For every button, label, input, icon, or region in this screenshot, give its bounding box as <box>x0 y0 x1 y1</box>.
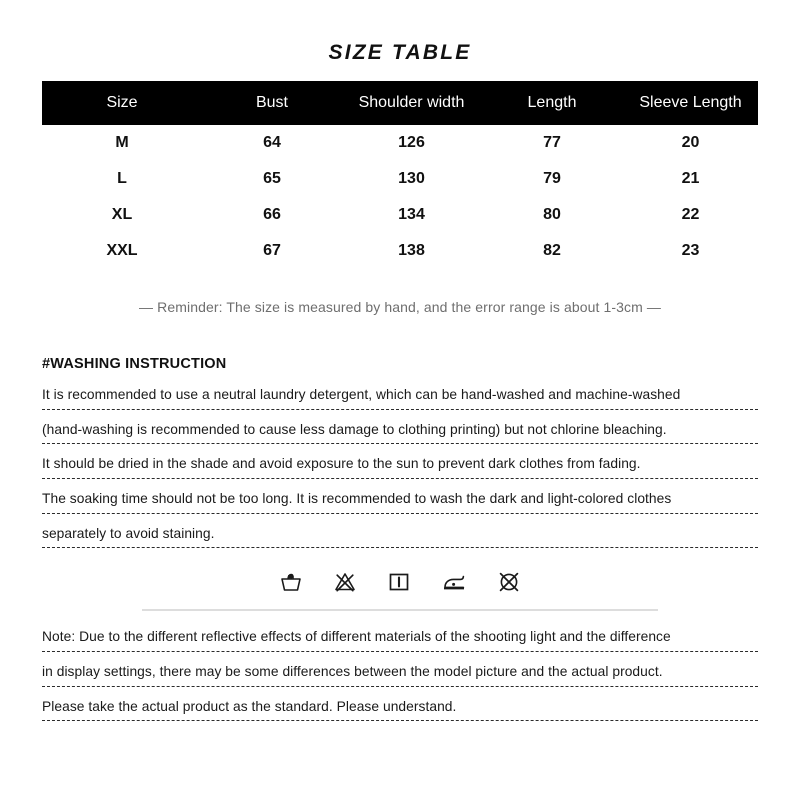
do-not-bleach-icon <box>333 570 357 594</box>
cell-size: M <box>115 134 129 151</box>
cell-bust: 65 <box>263 170 281 187</box>
page-title: SIZE TABLE <box>328 41 472 64</box>
washing-instruction-line: separately to avoid staining. <box>42 525 758 549</box>
washing-instruction-line: The soaking time should not be too long. It is recommended to wash the dark and light-colored clothes <box>42 490 758 514</box>
cell-bust: 64 <box>263 134 281 151</box>
section-divider <box>142 609 658 611</box>
size-table <box>42 81 758 269</box>
cell-shoulder-width: 138 <box>398 242 425 259</box>
washing-instruction-line: It is recommended to use a neutral laundry detergent, which can be hand-washed and machine-washed <box>42 386 758 410</box>
table-row <box>42 197 758 233</box>
hand-wash-icon <box>279 570 303 594</box>
table-row <box>42 125 758 161</box>
cell-length: 77 <box>543 134 561 151</box>
size-table-body <box>42 125 758 269</box>
washing-instruction-list <box>42 386 758 548</box>
cell-length: 79 <box>543 170 561 187</box>
cell-length: 82 <box>543 242 561 259</box>
washing-instruction-heading: #WASHING INSTRUCTION <box>42 356 227 372</box>
size-reminder-text: — Reminder: The size is measured by hand, and the error range is about 1-3cm — <box>139 299 661 315</box>
cell-size: L <box>117 170 127 187</box>
do-not-dry-clean-icon <box>497 570 521 594</box>
column-header-size: Size <box>106 94 138 112</box>
cell-sleeve-length: 20 <box>681 134 700 151</box>
cell-sleeve-length: 23 <box>681 242 700 259</box>
care-symbol-row <box>0 570 800 594</box>
cell-size: XL <box>111 206 133 223</box>
cell-sleeve-length: 21 <box>681 170 700 187</box>
disclaimer-note-line: in display settings, there may be some differences between the model picture and the actual product. <box>42 663 758 687</box>
table-row <box>42 161 758 197</box>
table-header-row <box>42 81 758 125</box>
cell-bust: 67 <box>263 242 281 259</box>
cell-shoulder-width: 134 <box>398 206 425 223</box>
disclaimer-note-line: Please take the actual product as the standard. Please understand. <box>42 698 758 722</box>
column-header-bust: Bust <box>255 94 288 112</box>
disclaimer-note-list <box>42 628 758 721</box>
cell-length: 80 <box>543 206 561 223</box>
cell-sleeve-length: 22 <box>681 206 700 223</box>
column-header-length: Length <box>527 94 577 112</box>
washing-instruction-line: It should be dried in the shade and avoid exposure to the sun to prevent dark clothes from fading. <box>42 455 758 479</box>
table-row <box>42 233 758 269</box>
disclaimer-note-line: Note: Due to the different reflective effects of different materials of the shooting light and the difference <box>42 628 758 652</box>
cell-size: XXL <box>106 242 138 259</box>
column-header-sleeve-length: Sleeve Length <box>639 94 742 112</box>
iron-low-heat-icon <box>441 570 467 594</box>
size-table-header <box>42 81 758 125</box>
washing-instruction-line: (hand-washing is recommended to cause less damage to clothing printing) but not chlorine bleaching. <box>42 421 758 445</box>
cell-shoulder-width: 126 <box>398 134 425 151</box>
cell-bust: 66 <box>263 206 281 223</box>
column-header-shoulder-width: Shoulder width <box>358 94 465 112</box>
cell-shoulder-width: 130 <box>398 170 425 187</box>
drip-dry-icon <box>387 570 411 594</box>
